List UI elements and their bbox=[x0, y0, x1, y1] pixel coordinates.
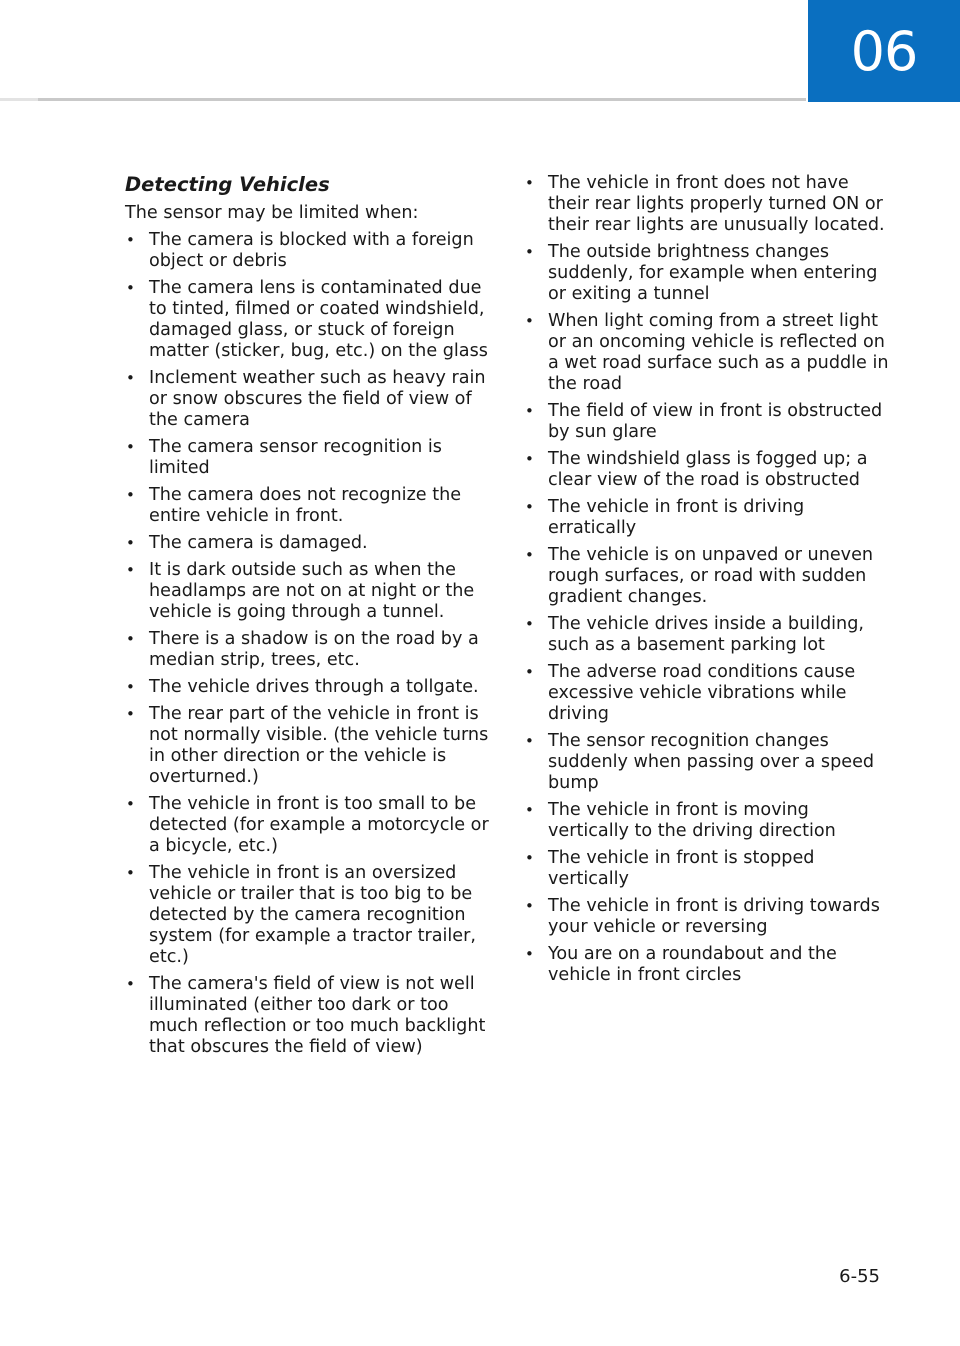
bullet-icon: • bbox=[126, 975, 135, 993]
list-item bbox=[125, 629, 490, 671]
bullet-icon: • bbox=[525, 546, 534, 564]
list-item bbox=[524, 173, 890, 236]
list-item-text: The vehicle in front is driving erratically bbox=[548, 497, 805, 538]
left-bullet-list bbox=[125, 230, 490, 1058]
list-item bbox=[524, 731, 890, 794]
section-title: Detecting Vehicles bbox=[125, 173, 330, 196]
list-item-text: There is a shadow is on the road by a median strip, trees, etc. bbox=[149, 629, 479, 670]
list-item-text: The sensor recognition changes suddenly when passing over a speed bump bbox=[548, 731, 875, 793]
list-item bbox=[524, 662, 890, 725]
list-item-text: It is dark outside such as when the headlamps are not on at night or the vehicle is going through a tunnel. bbox=[149, 560, 475, 622]
list-item-text: The vehicle in front is an oversized vehicle or trailer that is too big to be detected by the camera recognition system (for example a tractor trailer, etc.) bbox=[149, 863, 476, 967]
list-item-text: The vehicle in front is too small to be detected (for example a motorcycle or a bicycle, etc.) bbox=[149, 794, 489, 856]
section-intro: The sensor may be limited when: bbox=[125, 203, 419, 223]
list-item bbox=[524, 311, 890, 395]
list-item bbox=[524, 401, 890, 443]
list-item-text: The vehicle in front does not have their rear lights properly turned ON or their rear lights are unusually located. bbox=[548, 173, 885, 235]
list-item bbox=[524, 449, 890, 491]
page-number: 6-55 bbox=[839, 1266, 880, 1287]
list-item-text: The camera's field of view is not well illuminated (either too dark or too much reflection or too much backlight that obscures the field of view) bbox=[149, 974, 486, 1057]
bullet-icon: • bbox=[126, 705, 135, 723]
list-item bbox=[524, 800, 890, 842]
bullet-icon: • bbox=[126, 279, 135, 297]
bullet-icon: • bbox=[126, 369, 135, 387]
bullet-icon: • bbox=[525, 174, 534, 192]
list-item bbox=[125, 533, 490, 554]
bullet-icon: • bbox=[525, 801, 534, 819]
list-item bbox=[125, 560, 490, 623]
bullet-icon: • bbox=[525, 663, 534, 681]
list-item bbox=[524, 848, 890, 890]
list-item-text: The camera is damaged. bbox=[149, 533, 368, 553]
bullet-icon: • bbox=[126, 561, 135, 579]
list-item bbox=[524, 896, 890, 938]
list-item-text: The vehicle in front is driving towards your vehicle or reversing bbox=[548, 896, 880, 937]
right-column bbox=[524, 173, 890, 992]
bullet-icon: • bbox=[126, 534, 135, 552]
bullet-icon: • bbox=[126, 231, 135, 249]
list-item-text: The camera does not recognize the entire vehicle in front. bbox=[149, 485, 462, 526]
list-item bbox=[524, 614, 890, 656]
list-item-text: When light coming from a street light or an oncoming vehicle is reflected on a wet road surface such as a puddle in the road bbox=[548, 311, 889, 394]
list-item bbox=[524, 242, 890, 305]
bullet-icon: • bbox=[525, 498, 534, 516]
list-item bbox=[125, 278, 490, 362]
list-item bbox=[524, 497, 890, 539]
bullet-icon: • bbox=[525, 615, 534, 633]
list-item bbox=[125, 368, 490, 431]
bullet-icon: • bbox=[525, 897, 534, 915]
list-item-text: The vehicle drives through a tollgate. bbox=[149, 677, 479, 697]
list-item-text: The vehicle in front is stopped vertically bbox=[548, 848, 815, 889]
chapter-number: 06 bbox=[850, 19, 918, 83]
list-item-text: You are on a roundabout and the vehicle in front circles bbox=[548, 944, 837, 985]
bullet-icon: • bbox=[525, 243, 534, 261]
list-item bbox=[125, 974, 490, 1058]
list-item-text: The vehicle in front is moving vertically to the driving direction bbox=[548, 800, 836, 841]
list-item bbox=[125, 677, 490, 698]
list-item bbox=[524, 545, 890, 608]
left-column bbox=[125, 172, 490, 1064]
bullet-icon: • bbox=[525, 849, 534, 867]
bullet-icon: • bbox=[525, 945, 534, 963]
list-item-text: The vehicle is on unpaved or uneven rough surfaces, or road with sudden gradient changes. bbox=[548, 545, 874, 607]
list-item-text: The field of view in front is obstructed by sun glare bbox=[548, 401, 883, 442]
bullet-icon: • bbox=[126, 486, 135, 504]
list-item-text: The vehicle drives inside a building, such as a basement parking lot bbox=[548, 614, 864, 655]
right-bullet-list bbox=[524, 173, 890, 986]
list-item-text: The adverse road conditions cause excessive vehicle vibrations while driving bbox=[548, 662, 856, 724]
list-item bbox=[125, 794, 490, 857]
header-rule-accent bbox=[0, 98, 38, 101]
bullet-icon: • bbox=[126, 630, 135, 648]
list-item bbox=[125, 863, 490, 968]
bullet-icon: • bbox=[525, 732, 534, 750]
list-item-text: The camera sensor recognition is limited bbox=[149, 437, 442, 478]
list-item bbox=[125, 485, 490, 527]
bullet-icon: • bbox=[525, 312, 534, 330]
list-item-text: The outside brightness changes suddenly, for example when entering or exiting a tunnel bbox=[548, 242, 878, 304]
chapter-tab bbox=[808, 0, 960, 102]
list-item-text: The rear part of the vehicle in front is not normally visible. (the vehicle turns in other direction or the vehicle is overturned.) bbox=[149, 704, 489, 787]
bullet-icon: • bbox=[126, 864, 135, 882]
header-rule bbox=[0, 98, 806, 101]
bullet-icon: • bbox=[126, 438, 135, 456]
list-item bbox=[524, 944, 890, 986]
list-item-text: The camera lens is contaminated due to tinted, filmed or coated windshield, damaged glass, or stuck of foreign matter (sticker, bug, etc.) on the glass bbox=[149, 278, 488, 361]
list-item-text: Inclement weather such as heavy rain or snow obscures the field of view of the camera bbox=[149, 368, 486, 430]
bullet-icon: • bbox=[126, 678, 135, 696]
list-item-text: The windshield glass is fogged up; a clear view of the road is obstructed bbox=[548, 449, 868, 490]
bullet-icon: • bbox=[126, 795, 135, 813]
list-item-text: The camera is blocked with a foreign object or debris bbox=[149, 230, 474, 271]
bullet-icon: • bbox=[525, 402, 534, 420]
list-item bbox=[125, 704, 490, 788]
bullet-icon: • bbox=[525, 450, 534, 468]
list-item bbox=[125, 230, 490, 272]
list-item bbox=[125, 437, 490, 479]
